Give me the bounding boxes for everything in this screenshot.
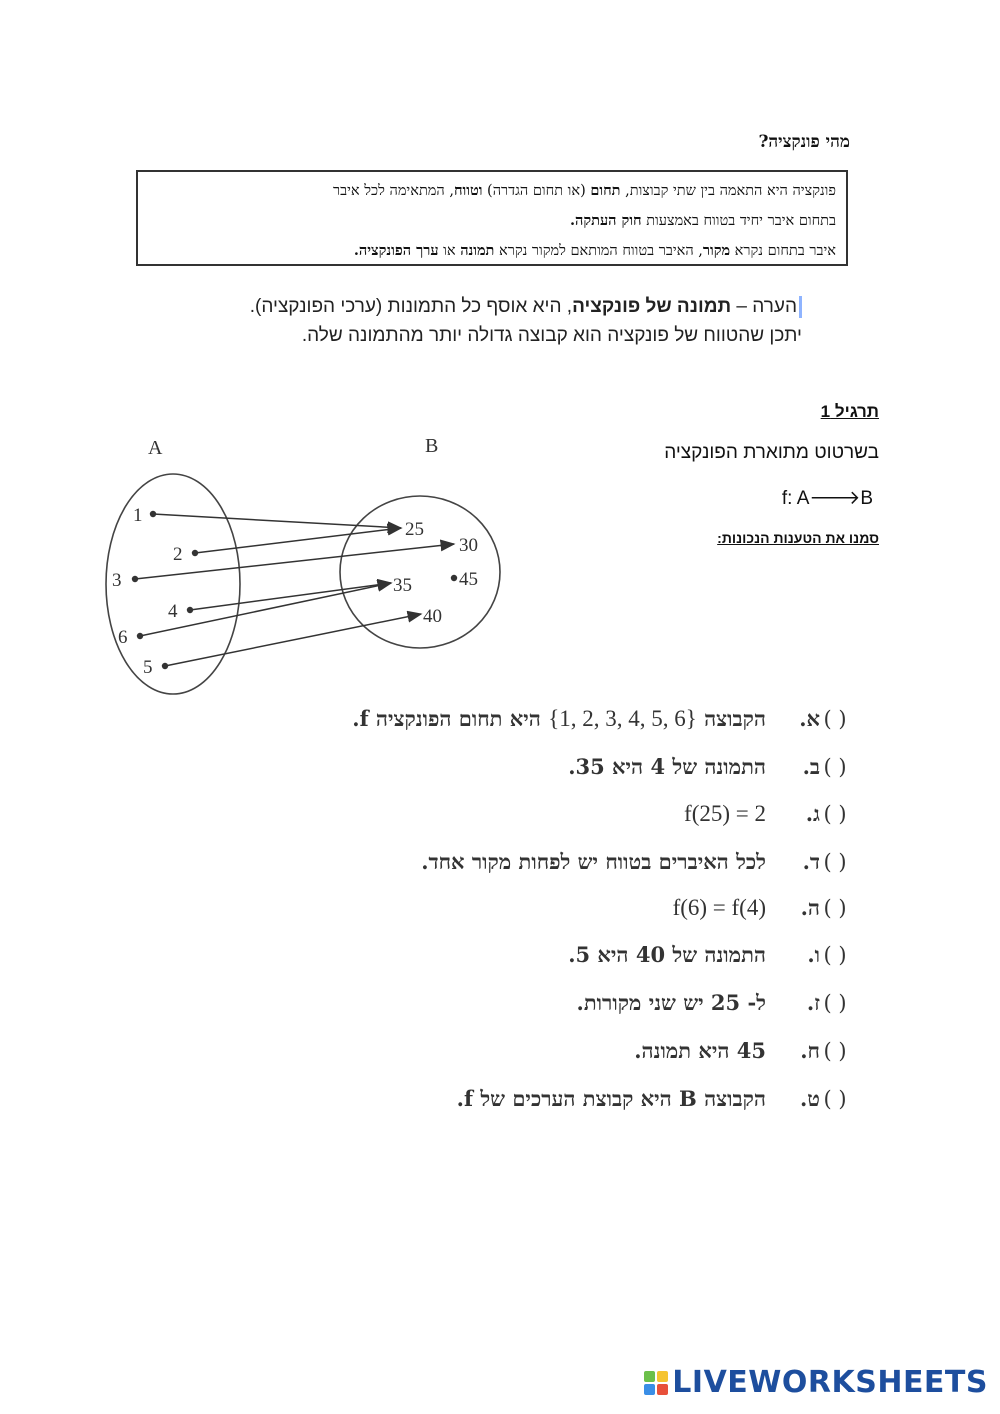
statement-g: ( ) ז. ל- 25 יש שני מקורות. [577,990,850,1016]
answer-checkbox-b[interactable]: ( ) [823,755,847,779]
statement-c: ( ) ג. f(25) = 2 [684,801,850,827]
arrow-3-to-30 [135,544,454,579]
domain-label-2: 2 [173,544,183,565]
answer-checkbox-f[interactable]: ( ) [823,943,847,967]
definition-line-1: פונקציה היא התאמה בין שתי קבוצות, תחום (או תחום הגדרה) וטווח, המתאימה לכל איבר [333,182,836,199]
statement-f: ( ) ו. התמונה של 40 היא 5. [568,942,850,968]
point-6 [137,633,143,639]
domain-label-5: 5 [143,657,153,678]
definition-title: מהי פונקציה? [758,132,850,152]
point-5 [162,663,168,669]
exercise-title: תרגיל 1 [820,402,879,421]
point-3 [132,576,138,582]
statement-e: ( ) ה. f(6) = f(4) [673,895,850,921]
answer-checkbox-i[interactable]: ( ) [823,1087,847,1111]
answer-checkbox-d[interactable]: ( ) [823,850,847,874]
range-label-45: 45 [459,569,478,590]
text-cursor [799,296,802,318]
answer-checkbox-h[interactable]: ( ) [823,1039,847,1063]
answer-checkbox-a[interactable]: ( ) [823,707,847,731]
point-45 [451,575,457,581]
function-notation: f: A🡒B [781,488,873,509]
range-label-30: 30 [459,535,478,556]
note-line-1: הערה – תמונה של פונקציה, היא אוסף כל התמונות (ערכי הפונקציה). [162,292,802,321]
statement-h: ( ) ח. 45 היא תמונה. [634,1038,850,1064]
point-1 [150,511,156,517]
liveworksheets-logo [644,1365,988,1400]
statement-b: ( ) ב. התמונה של 4 היא 35. [568,754,850,780]
domain-label-3: 3 [112,570,122,591]
statement-i: ( ) ט. הקבוצה B היא קבוצת הערכים של f. [457,1086,850,1112]
range-label-35: 35 [393,575,412,596]
logo-icon [644,1371,668,1395]
statement-a: ( ) א. הקבוצה {1, 2, 3, 4, 5, 6} היא תחום הפונקציה f. [352,706,850,732]
point-4 [187,607,193,613]
definition-line-3: איבר בתחום נקרא מקור, האיבר בטווח המותאם למקור נקרא תמונה או ערך הפונקציה. [353,242,836,259]
note [162,292,802,350]
set-b-label: B [425,435,439,457]
range-label-25: 25 [405,519,424,540]
range-label-40: 40 [423,606,442,627]
definition-box [136,170,848,266]
logo-text: LIVEWORKSHEETS [672,1365,988,1400]
arrow-1-to-25 [153,514,401,528]
domain-label-1: 1 [133,505,143,526]
definition-line-2: בתחום איבר יחיד בטווח באמצעות חוק העתקה. [569,212,836,229]
mapping-diagram [85,420,525,700]
domain-label-6: 6 [118,627,128,648]
note-line-2: יתכן שהטווח של פונקציה הוא קבוצה גדולה יותר מהתמונה שלה. [301,325,802,346]
domain-label-4: 4 [168,601,178,622]
point-2 [192,550,198,556]
answer-checkbox-c[interactable]: ( ) [823,802,847,826]
exercise-instruction: סמנו את הטענות הנכונות: [717,530,879,546]
answer-checkbox-g[interactable]: ( ) [823,991,847,1015]
arrow-2-to-25 [195,528,401,553]
exercise-description: בשרטוט מתוארת הפונקציה [664,442,879,463]
arrow-4-to-35 [190,583,391,610]
answer-checkbox-e[interactable]: ( ) [823,896,847,920]
set-a-ellipse [106,474,240,694]
set-a-label: A [148,437,163,459]
statement-d: ( ) ד. לכל האיברים בטווח יש לפחות מקור אחד. [421,849,850,875]
